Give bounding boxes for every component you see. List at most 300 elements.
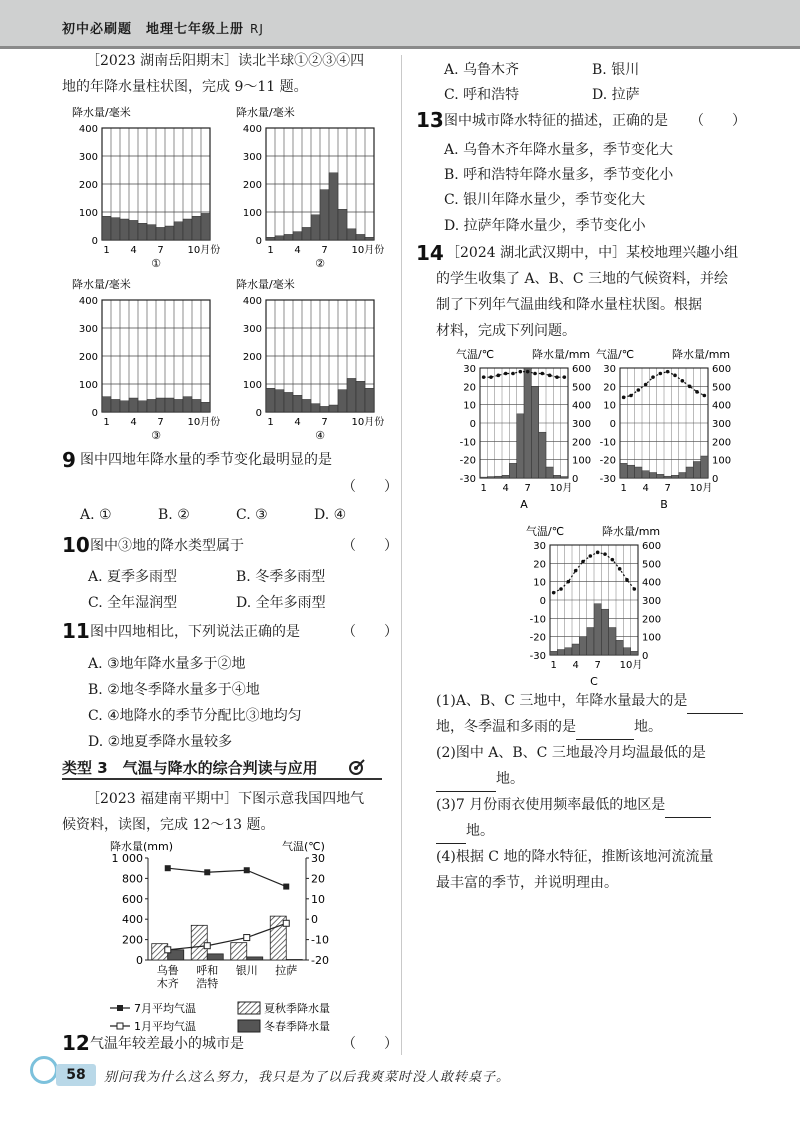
temp-point [567, 580, 571, 584]
precip-bar [302, 227, 311, 240]
y-tick-label: 200 [242, 352, 262, 363]
x-tick-label: 7 [594, 660, 601, 671]
y-tick-label: 400 [242, 296, 262, 307]
temp-point [511, 372, 515, 376]
y2-tick-label: 0 [572, 474, 579, 485]
precip-bar [701, 456, 708, 478]
x-tick-label: 7 [321, 245, 328, 256]
july-temp-line [168, 868, 287, 886]
chart-id-label: ① [151, 257, 161, 270]
precip-bar [120, 219, 129, 240]
y-tick-label: 800 [122, 872, 143, 886]
q14-sub1-blank2[interactable] [576, 725, 634, 740]
january-temp-point [165, 947, 171, 953]
y-tick-label: -30 [529, 651, 546, 662]
column-divider [401, 55, 402, 1055]
temp-point [681, 379, 685, 383]
q9-number: 9 [62, 448, 76, 472]
y2-tick-label: 400 [642, 577, 662, 589]
x-tick-label: 10月 [619, 660, 643, 671]
y2-tick-label: 100 [572, 455, 592, 467]
precip-bar [509, 463, 516, 478]
precip-bar [284, 234, 293, 240]
target-icon [348, 758, 366, 776]
q14-sub3-a [436, 792, 711, 818]
q12-number: 12 [62, 1031, 90, 1055]
y-tick-label: 200 [122, 933, 143, 947]
x-tick-label: 4 [130, 245, 137, 256]
x-tick-label: 10月份 [187, 417, 221, 428]
precip-bar [546, 467, 553, 478]
precip-bar [102, 397, 111, 412]
precip-bar [311, 404, 320, 412]
precip-bar [111, 399, 120, 412]
precip-bar [201, 402, 210, 412]
precip-bar [338, 390, 347, 412]
y2-tick-label: 10 [311, 892, 325, 906]
y-tick-label: 100 [242, 380, 262, 391]
chart-y2label: 气温(℃) [282, 840, 325, 853]
q11-option-c[interactable]: C. ④地降水的季节分配比③地均匀 [88, 708, 302, 724]
winter-precip-bar [286, 959, 302, 960]
precip-bar [356, 234, 365, 240]
y-tick-label: 300 [78, 152, 98, 163]
temp-point [563, 375, 567, 379]
precip-bar [627, 465, 634, 478]
intro-12-13-line2: 候资料，读图，完成 12～13 题。 [62, 817, 275, 833]
y-tick-label: 0 [91, 408, 98, 419]
y2-tick-label: 30 [311, 852, 325, 865]
q13-option-c[interactable]: C. 银川年降水量少，季节变化大 [444, 192, 646, 208]
q13-text: 图中城市降水特征的描述，正确的是 [444, 113, 668, 129]
precip-bar [365, 237, 374, 240]
y-tick-label: 300 [242, 152, 262, 163]
q13-option-b[interactable]: B. 呼和浩特年降水量多，季节变化小 [444, 167, 674, 183]
precip-bar [642, 471, 649, 478]
chart-id-label: ③ [151, 429, 161, 442]
y-tick-label: -30 [459, 474, 476, 485]
q14-line4: 材料，完成下列问题。 [436, 323, 576, 339]
y-tick-label: 0 [91, 236, 98, 247]
chart-ylabel: 降水量(mm) [110, 840, 174, 853]
precip-bar [174, 222, 183, 240]
x-tick-label: 10月份 [351, 245, 385, 256]
q11-paren: （ ） [342, 624, 398, 640]
y-tick-label: 400 [78, 124, 98, 135]
precip-bar [693, 462, 700, 479]
january-temp-point [244, 935, 250, 941]
y-tick-label: 30 [463, 364, 476, 375]
temp-point [596, 551, 600, 555]
y-tick-label: 1 000 [111, 852, 143, 865]
precip-bar [302, 399, 311, 412]
y2-tick-label: 200 [712, 437, 732, 449]
precip-bar [550, 651, 557, 655]
q10-option-a[interactable]: A. 夏季多雨型 [88, 569, 178, 585]
precip-bar [329, 405, 338, 412]
temp-point [581, 560, 585, 564]
chart-ylabel: 降水量/毫米 [72, 278, 131, 291]
chart-id-label: A [520, 498, 528, 511]
y-tick-label: 100 [78, 380, 98, 391]
precip-bar [338, 209, 347, 240]
q12-text: 气温年较差最小的城市是 [90, 1036, 244, 1052]
q11-text: 图中四地相比，下列说法正确的是 [90, 624, 300, 640]
precip-bar [275, 390, 284, 412]
x-tick-label: 7 [664, 483, 671, 494]
temp-point [552, 591, 556, 595]
temp-point [625, 578, 629, 582]
q14-sub2-a: (2)图中 A、B、C 三地最冷月均温最低的是 [436, 745, 706, 761]
x-tick-label: 1 [550, 660, 557, 671]
x-tick-label: 10月份 [187, 245, 221, 256]
y2-tick-label: 200 [572, 437, 592, 449]
precip-bar [502, 475, 509, 478]
temp-point [559, 587, 563, 591]
q14-sub3-blank2[interactable] [436, 829, 466, 844]
q14-number: 14 [416, 241, 444, 265]
q10-option-d[interactable]: D. 全年多雨型 [236, 595, 326, 611]
y-tick-label: 100 [242, 208, 262, 219]
y2-tick-label: -10 [311, 933, 329, 947]
precip-bar [686, 467, 693, 478]
city-label-line2: 浩特 [196, 977, 219, 990]
edition: RJ [250, 22, 264, 36]
x-tick-label: 4 [294, 417, 301, 428]
precip-bar [266, 388, 275, 412]
temp-point [703, 394, 707, 398]
q13-paren: （ ） [690, 113, 746, 129]
y-tick-label: 300 [242, 324, 262, 335]
y2-tick-label: 500 [572, 382, 592, 394]
temp-point [695, 390, 699, 394]
x-tick-label: 10月 [689, 483, 713, 494]
y-tick-label: 0 [255, 408, 262, 419]
y-tick-label: 10 [533, 577, 546, 589]
x-tick-label: 7 [524, 483, 531, 494]
q11-option-d[interactable]: D. ②地夏季降水量较多 [88, 734, 233, 750]
january-temp-point [283, 920, 289, 926]
city-label-line1: 拉萨 [275, 964, 298, 977]
summer-precip-bar [231, 943, 247, 960]
january-temp-point [204, 943, 210, 949]
precip-bar [156, 227, 165, 240]
chart-id-label: B [660, 498, 668, 511]
temp-point [611, 558, 615, 562]
y-tick-label: 0 [469, 419, 476, 430]
header-text [62, 18, 264, 37]
precip-bar [165, 226, 174, 240]
q14-sub2-b [436, 766, 524, 792]
y-tick-label: 10 [463, 400, 476, 412]
city-climate-chart [100, 836, 360, 1032]
q14-sub1-blank1[interactable] [687, 699, 743, 714]
section-rule [62, 778, 382, 780]
q14-line1: ［2024 湖北武汉期中，中］某校地理兴趣小组 [446, 245, 739, 261]
chart-id-label: ② [315, 257, 325, 270]
temp-point [651, 375, 655, 379]
precip-bar [293, 232, 302, 240]
x-tick-label: 4 [294, 245, 301, 256]
q12-option-d[interactable]: D. 拉萨 [592, 87, 640, 103]
x-tick-label: 7 [321, 417, 328, 428]
precip-bar [347, 378, 356, 412]
intro-12-13-line1: ［2023 福建南平期中］下图示意我国四地气 [86, 791, 365, 807]
x-tick-label: 7 [157, 245, 164, 256]
y-tick-label: -20 [529, 632, 546, 644]
y-tick-label: -10 [599, 437, 616, 449]
precip-bar [587, 628, 594, 656]
y2-tick-label: 400 [712, 400, 732, 412]
page-header [0, 0, 800, 46]
y2-tick-label: 200 [642, 614, 662, 626]
footer-motto: 别问我为什么这么努力，我只是为了以后我爽菜时没人敢转桌子。 [104, 1070, 511, 1085]
legend-summer-swatch [238, 1002, 260, 1014]
precip-bar [657, 474, 664, 478]
q11-option-a[interactable]: A. ③地年降水量多于②地 [88, 656, 246, 672]
intro-9-11-line2: 地的年降水量柱状图，完成 9～11 题。 [62, 79, 308, 95]
precip-bar [165, 398, 174, 412]
temp-point [622, 396, 626, 400]
precip-bar [201, 213, 210, 240]
temp-point [555, 375, 559, 379]
temp-point [504, 372, 508, 376]
y-tick-label: 400 [78, 296, 98, 307]
y-tick-label: 0 [136, 954, 143, 967]
y2-tick-label: 100 [712, 455, 732, 467]
subject-name: 地理七年级上册 [146, 22, 245, 37]
precip-bar [631, 651, 638, 655]
q9-option-a[interactable]: A. ① [80, 507, 112, 523]
q13-option-a[interactable]: A. 乌鲁木齐年降水量多，季节变化大 [444, 142, 674, 158]
precip-bar [495, 476, 502, 478]
precip-bar [539, 432, 546, 478]
july-temp-point [244, 867, 250, 873]
q14-sub1-a-text: (1)A、B、C 三地中，年降水量最大的是 [436, 693, 688, 709]
q14-sub4-a: (4)根据 C 地的降水特征，推断该地河流流量 [436, 849, 714, 865]
y-tick-label: 200 [78, 352, 98, 363]
precip-bar [557, 650, 564, 656]
y2-tick-label: 20 [311, 872, 325, 886]
q14-line3: 制了下列年气温曲线和降水量柱状图。根据 [436, 297, 702, 313]
q10-number: 10 [62, 533, 90, 557]
q10-paren: （ ） [342, 538, 398, 554]
precip-bar [320, 406, 329, 412]
precip-bar [192, 216, 201, 240]
precip-bar [524, 368, 531, 478]
y2-tick-label: 0 [712, 474, 719, 485]
precip-bar [561, 477, 568, 478]
q13-number: 13 [416, 108, 444, 132]
temp-point [688, 385, 692, 389]
precip-bar [138, 223, 147, 240]
temp-point [526, 370, 530, 374]
x-tick-label: 4 [130, 417, 137, 428]
precip-bar [174, 399, 183, 412]
precip-bar [138, 401, 147, 412]
y-tick-label: 0 [609, 419, 616, 430]
chart-ylabel: 气温/℃ [456, 348, 495, 361]
q9-option-c[interactable]: C. ③ [236, 507, 268, 523]
x-tick-label: 4 [502, 483, 509, 494]
precip-bar [183, 397, 192, 412]
q10-option-c[interactable]: C. 全年湿润型 [88, 595, 178, 611]
city-label-line1: 呼和 [196, 964, 219, 977]
legend-winter-label: 冬春季降水量 [264, 1020, 330, 1033]
q12-option-a[interactable]: A. 乌鲁木齐 [444, 62, 520, 78]
q12-option-c[interactable]: C. 呼和浩特 [444, 87, 520, 103]
y-tick-label: 200 [242, 180, 262, 191]
q14-sub2-blank[interactable] [436, 777, 496, 792]
y-tick-label: 600 [122, 892, 143, 906]
y2-tick-label: 500 [642, 559, 662, 571]
y-tick-label: -10 [529, 614, 546, 626]
precip-bar [284, 392, 293, 412]
q14-sub1-c-text: 地。 [634, 719, 662, 735]
temp-point [533, 372, 537, 376]
y-tick-label: -30 [599, 474, 616, 485]
y2-tick-label: 600 [642, 541, 662, 552]
chart-ylabel: 降水量/毫米 [236, 278, 295, 291]
precip-bar [266, 237, 275, 240]
precip-bar [147, 399, 156, 412]
winter-precip-bar [207, 954, 223, 960]
precip-bar [572, 644, 579, 655]
chart-y2label: 降水量/mm [602, 525, 661, 538]
x-tick-label: 10月 [549, 483, 573, 494]
chart-ylabel: 降水量/毫米 [72, 106, 131, 119]
precip-bar [671, 475, 678, 478]
temp-point [644, 383, 648, 387]
precip-bar [365, 388, 374, 412]
legend-summer-label: 夏秋季降水量 [264, 1002, 330, 1015]
q13-option-d[interactable]: D. 拉萨年降水量少，季节变化小 [444, 218, 646, 234]
precip-bar [129, 398, 138, 412]
precip-bar [356, 381, 365, 412]
july-temp-point [165, 865, 171, 871]
y-tick-label: 20 [603, 382, 616, 394]
y2-tick-label: 600 [712, 364, 732, 375]
y-tick-label: -10 [459, 437, 476, 449]
x-tick-label: 4 [642, 483, 649, 494]
city-label-line1: 银川 [235, 964, 258, 977]
precip-bar [156, 398, 165, 412]
swirl-icon [30, 1056, 58, 1084]
temp-point [659, 372, 663, 376]
q14-sub1-b-text: 地，冬季温和多雨的是 [436, 719, 576, 735]
y-tick-label: 0 [255, 236, 262, 247]
precip-bar [320, 190, 329, 240]
y2-tick-label: 0 [311, 913, 318, 927]
y-tick-label: -20 [599, 455, 616, 467]
y-tick-label: 100 [78, 208, 98, 219]
temp-point [637, 388, 641, 392]
precip-bar [275, 236, 284, 240]
precip-bar [147, 225, 156, 240]
chart-id-label: ④ [315, 429, 325, 442]
precip-bar [129, 220, 138, 240]
q9-option-d[interactable]: D. ④ [314, 507, 347, 523]
q10-option-b[interactable]: B. 冬季多雨型 [236, 569, 326, 585]
q12-option-b[interactable]: B. 银川 [592, 62, 640, 78]
temp-point [548, 374, 552, 378]
q14-sub1-a [436, 688, 743, 714]
precip-bar [347, 229, 356, 240]
precip-bar [594, 604, 601, 655]
legend-july-label: 7月平均气温 [134, 1002, 196, 1015]
precip-bar [664, 476, 671, 478]
q10-text: 图中③地的降水类型属于 [90, 538, 244, 554]
q14-sub3-blank1[interactable] [665, 803, 711, 818]
precip-bar [293, 395, 302, 412]
precip-bar [565, 648, 572, 655]
q14-sub1-b [436, 714, 662, 740]
chart-ylabel: 气温/℃ [596, 348, 635, 361]
temp-point [673, 374, 677, 378]
precip-bar [579, 637, 586, 655]
y2-tick-label: 500 [712, 382, 732, 394]
x-tick-label: 1 [480, 483, 487, 494]
temp-point [489, 375, 493, 379]
winter-precip-bar [247, 957, 263, 960]
x-tick-label: 1 [620, 483, 627, 494]
precip-bar [679, 473, 686, 479]
y2-tick-label: -20 [311, 954, 329, 967]
precip-bar [192, 399, 201, 412]
city-label-line1: 乌鲁 [156, 964, 179, 977]
y-tick-label: 30 [533, 541, 546, 552]
q12-paren: （ ） [342, 1036, 398, 1052]
precip-bar [329, 173, 338, 240]
temp-point [618, 567, 622, 571]
y-tick-label: 20 [463, 382, 476, 394]
y2-tick-label: 400 [572, 400, 592, 412]
temp-point [519, 370, 523, 374]
temp-point [589, 554, 593, 558]
book-name: 初中必刷题 [62, 22, 133, 37]
precip-bar [649, 473, 656, 479]
y-tick-label: -20 [459, 455, 476, 467]
precip-bar [609, 628, 616, 656]
precip-bar [311, 215, 320, 240]
x-tick-label: 1 [267, 245, 274, 256]
precip-bar [601, 609, 608, 655]
y-tick-label: 400 [242, 124, 262, 135]
precip-bar [616, 640, 623, 655]
q11-number: 11 [62, 619, 90, 643]
y2-tick-label: 300 [712, 419, 732, 430]
precip-charts-1-4 [50, 100, 390, 450]
q9-option-b[interactable]: B. ② [158, 507, 190, 523]
abc-climate-charts [440, 340, 780, 686]
temp-point [629, 394, 633, 398]
legend-july-marker [117, 1005, 123, 1011]
q14-sub2-b-text: 地。 [496, 771, 524, 787]
q14-line2: 的学生收集了 A、B、C 三地的气候资料，并绘 [436, 271, 729, 287]
q11-option-b[interactable]: B. ②地冬季降水量多于④地 [88, 682, 260, 698]
temp-point [541, 372, 545, 376]
x-tick-label: 7 [157, 417, 164, 428]
temp-point [666, 370, 670, 374]
legend-jan-label: 1月平均气温 [134, 1020, 196, 1033]
q9-text: 图中四地年降水量的季节变化最明显的是 [80, 452, 332, 468]
chart-id-label: C [590, 675, 598, 688]
temp-point [482, 375, 486, 379]
precip-bar [111, 218, 120, 240]
temp-point [497, 374, 501, 378]
y-tick-label: 200 [78, 180, 98, 191]
section-title-type3: 类型 3 气温与降水的综合判读与应用 [62, 759, 318, 777]
